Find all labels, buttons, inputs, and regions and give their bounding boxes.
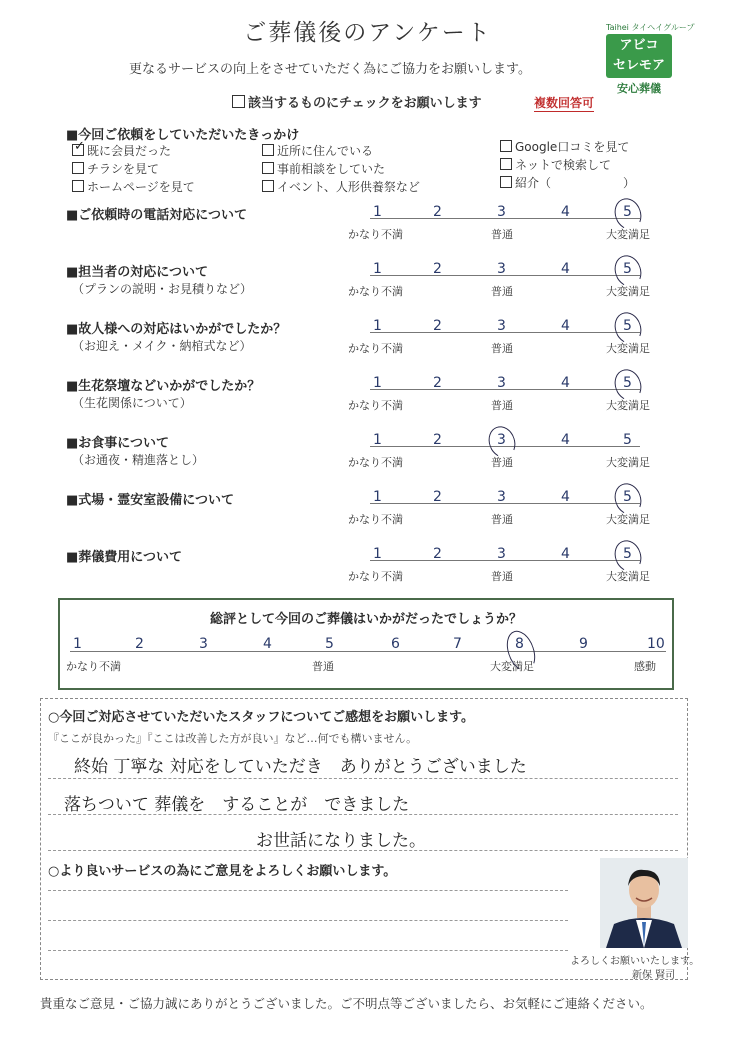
overall-number[interactable]: 4: [263, 636, 272, 652]
overall-number[interactable]: 7: [453, 636, 462, 652]
rating-heading: ■式場・霊安室設備について: [66, 493, 235, 508]
scale-number[interactable]: 4: [561, 204, 570, 220]
scale-label-mid: 普通: [491, 570, 513, 583]
overall-number[interactable]: 3: [199, 636, 208, 652]
trigger-option[interactable]: [72, 139, 172, 159]
instruction-text: 該当するものにチェックをお願いします: [248, 96, 482, 111]
scale-label-high: 大変満足: [606, 399, 650, 412]
scale-number[interactable]: 2: [433, 489, 442, 505]
overall-number[interactable]: 2: [135, 636, 144, 652]
scale-label-low: かなり不満: [348, 399, 403, 412]
scale-label-high: 大変満足: [606, 570, 650, 583]
overall-scale-line: [70, 651, 666, 652]
overall-label-top: 感動: [634, 660, 656, 673]
scale-number[interactable]: 1: [373, 489, 382, 505]
trigger-option[interactable]: [72, 160, 159, 177]
rating-subheading: （生花関係について）: [72, 396, 192, 410]
logo-line1: アビコ: [619, 38, 659, 53]
scale-label-high: 大変満足: [606, 228, 650, 241]
overall-label-high: 大変満足: [490, 660, 534, 673]
scale-label-mid: 普通: [491, 285, 513, 298]
scale-label-low: かなり不満: [348, 513, 403, 526]
trigger-option[interactable]: [500, 156, 611, 173]
overall-number[interactable]: 1: [73, 636, 82, 652]
scale-number[interactable]: 5: [623, 318, 632, 334]
logo-line2: セレモア: [612, 58, 665, 73]
scale-number[interactable]: 5: [623, 375, 632, 391]
scale-number[interactable]: 1: [373, 432, 382, 448]
trigger-option-label: 既に会員だった: [87, 144, 172, 158]
dotted-line: [48, 890, 568, 891]
scale-number[interactable]: 1: [373, 546, 382, 562]
scale-number[interactable]: 1: [373, 204, 382, 220]
logo-brand: Taihei タイヘイグループ: [606, 23, 695, 32]
checkbox[interactable]: [500, 158, 512, 170]
staff-comment-heading: ○今回ご対応させていただいたスタッフについてご感想をお願いします。: [48, 710, 475, 725]
checkbox[interactable]: [262, 144, 274, 156]
scale-number[interactable]: 5: [623, 546, 632, 562]
multiple-answers-note: 複数回答可: [534, 96, 595, 110]
trigger-option-label: イベント、人形供養祭など: [277, 180, 420, 194]
scale-number[interactable]: 4: [561, 546, 570, 562]
scale-number[interactable]: 3: [497, 318, 506, 334]
service-comment-heading: ○より良いサービスの為にご意見をよろしくお願いします。: [48, 864, 397, 879]
rating-subheading: （お迎え・メイク・納棺式など）: [72, 339, 252, 353]
checkbox[interactable]: [72, 139, 85, 156]
scale-label-high: 大変満足: [606, 342, 650, 355]
trigger-option[interactable]: [262, 160, 385, 177]
scale-number[interactable]: 4: [561, 261, 570, 277]
overall-label-mid: 普通: [312, 660, 334, 673]
staff-comment-sub: 『ここが良かった』『ここは改善した方が良い』など…何でも構いません。: [48, 732, 418, 745]
overall-number[interactable]: 9: [579, 636, 588, 652]
scale-number[interactable]: 5: [623, 489, 632, 505]
scale-number[interactable]: 3: [497, 204, 506, 220]
scale-number[interactable]: 1: [373, 318, 382, 334]
dotted-line: [48, 950, 568, 951]
rating-heading: ■葬儀費用について: [66, 550, 183, 565]
checkbox[interactable]: [72, 180, 84, 192]
survey-title: ご葬儀後のアンケート: [243, 20, 492, 46]
scale-number[interactable]: 2: [433, 318, 442, 334]
scale-number[interactable]: 4: [561, 489, 570, 505]
scale-number[interactable]: 5: [623, 432, 632, 448]
dotted-line: [48, 778, 678, 779]
rating-heading: ■担当者の対応について: [66, 265, 209, 280]
handwritten-line-2: 落ちついて 葬儀を することが できました: [64, 795, 410, 815]
scale-label-mid: 普通: [491, 456, 513, 469]
checkbox[interactable]: [500, 140, 512, 152]
scale-label-low: かなり不満: [348, 228, 403, 241]
overall-label-low: かなり不満: [66, 660, 121, 673]
scale-number[interactable]: 3: [497, 489, 506, 505]
scale-number[interactable]: 4: [561, 375, 570, 391]
scale-label-mid: 普通: [491, 342, 513, 355]
scale-label-low: かなり不満: [348, 285, 403, 298]
scale-number[interactable]: 3: [497, 375, 506, 391]
scale-number[interactable]: 1: [373, 261, 382, 277]
trigger-option[interactable]: [500, 138, 629, 155]
checkbox[interactable]: [262, 180, 274, 192]
scale-number[interactable]: 2: [433, 546, 442, 562]
scale-number[interactable]: 1: [373, 375, 382, 391]
scale-label-mid: 普通: [491, 513, 513, 526]
scale-number[interactable]: 2: [433, 261, 442, 277]
scale-number[interactable]: 2: [433, 432, 442, 448]
trigger-option-label: 紹介（ ）: [515, 176, 636, 190]
rating-heading: ■ご依頼時の電話対応について: [66, 208, 248, 223]
staff-photo: [600, 858, 688, 948]
scale-number[interactable]: 3: [497, 546, 506, 562]
scale-number[interactable]: 4: [561, 318, 570, 334]
dotted-line: [48, 920, 568, 921]
overall-number[interactable]: 5: [325, 636, 334, 652]
scale-number[interactable]: 5: [623, 261, 632, 277]
scale-number[interactable]: 2: [433, 375, 442, 391]
rating-subheading: （プランの説明・お見積りなど）: [72, 282, 253, 296]
rating-subheading: （お通夜・精進落とし）: [72, 453, 205, 467]
handwritten-line-3[interactable]: お世話になりました。: [256, 831, 426, 851]
checkbox[interactable]: [262, 162, 274, 174]
checkbox[interactable]: [72, 162, 84, 174]
scale-label-mid: 普通: [491, 399, 513, 412]
trigger-option[interactable]: [72, 178, 195, 195]
trigger-option-label: チラシを見て: [87, 162, 160, 176]
staff-name: 新保 賢司: [632, 970, 676, 981]
scale-label-low: かなり不満: [348, 456, 403, 469]
scale-number[interactable]: 2: [433, 204, 442, 220]
survey-subtitle: 更なるサービスの向上をさせていただく為にご協力をお願いします。: [129, 62, 531, 77]
scale-number[interactable]: 4: [561, 432, 570, 448]
checkbox[interactable]: [500, 176, 512, 188]
scale-label-high: 大変満足: [606, 513, 650, 526]
overall-number[interactable]: 6: [391, 636, 400, 652]
scale-label-high: 大変満足: [606, 456, 650, 469]
footer-thanks: 貴重なご意見・ご協力誠にありがとうございました。ご不明点等ございましたら、お気軽にご連絡ください。: [40, 996, 653, 1011]
trigger-option-label: 近所に住んでいる: [277, 144, 374, 158]
logo-tagline: 安心葬儀: [617, 82, 661, 95]
rating-heading: ■故人様への対応はいかがでしたか？: [66, 322, 287, 337]
trigger-option[interactable]: [262, 142, 373, 159]
trigger-option-label: ネットで検索して: [515, 158, 612, 172]
scale-number[interactable]: 3: [497, 432, 506, 448]
trigger-option-label: Google口コミを見て: [515, 140, 630, 154]
scale-number[interactable]: 3: [497, 261, 506, 277]
overall-number[interactable]: 10: [647, 636, 665, 652]
check-mark-icon: ✓: [74, 139, 85, 154]
scale-number[interactable]: 5: [623, 204, 632, 220]
scale-label-high: 大変満足: [606, 285, 650, 298]
rating-heading: ■お食事について: [66, 436, 170, 451]
trigger-option[interactable]: [500, 174, 635, 191]
trigger-heading: ■今回ご依頼をしていただいたきっかけ: [66, 128, 300, 143]
rating-heading: ■生花祭壇などいかがでしたか？: [66, 379, 261, 394]
trigger-option[interactable]: [262, 178, 420, 195]
scale-label-low: かなり不満: [348, 342, 403, 355]
overall-title: 総評として今回のご葬儀はいかがだったでしょうか？: [209, 612, 522, 627]
overall-number[interactable]: 8: [515, 636, 524, 652]
trigger-option-label: 事前相談をしていた: [277, 162, 386, 176]
staff-message: よろしくお願いいたします。: [570, 956, 700, 967]
handwritten-line-1: 終始 丁寧な 対応をしていただき ありがとうございました: [74, 757, 527, 777]
trigger-option-label: ホームページを見て: [87, 180, 195, 194]
scale-label-low: かなり不満: [348, 570, 403, 583]
scale-label-mid: 普通: [491, 228, 513, 241]
